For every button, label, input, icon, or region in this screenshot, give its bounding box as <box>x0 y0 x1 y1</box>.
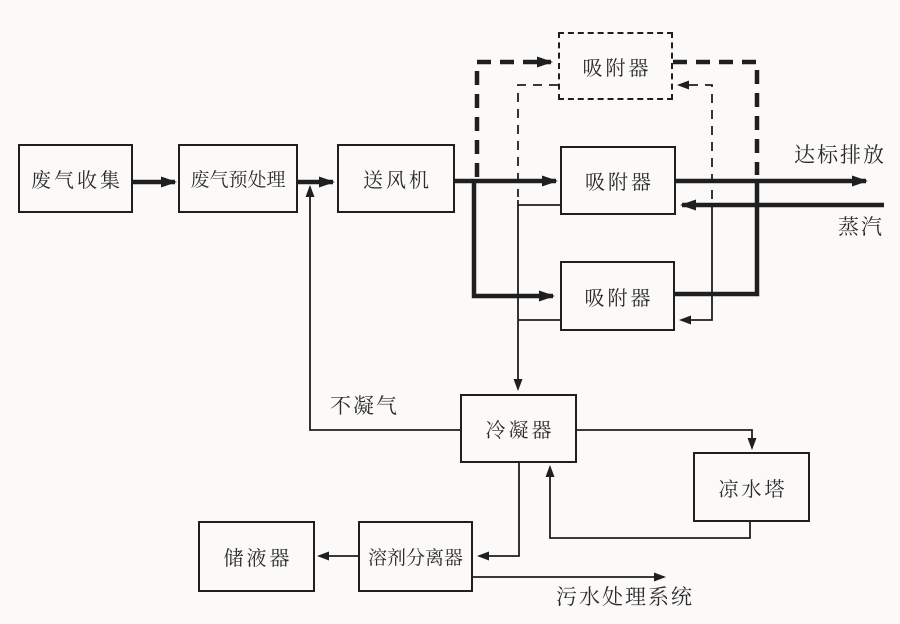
edge-dashed-to-standby-adsorber <box>477 62 551 177</box>
node-label: 吸附器 <box>585 172 654 194</box>
non-condensable-gas-label: 不凝气 <box>330 395 399 418</box>
node-adsorber-1 <box>560 146 676 215</box>
node-label: 凉水塔 <box>718 478 788 501</box>
edge-dashed-standby-outlet <box>673 62 757 175</box>
edge-condenser-to-cooling-tower <box>577 430 752 448</box>
edge-branch-to-adsorber2 <box>474 181 553 296</box>
node-blower <box>337 144 455 213</box>
edge-adsorber2-outlet-up <box>675 181 757 294</box>
node-label: 冷凝器 <box>485 420 555 442</box>
node-cooling-tower <box>693 452 810 522</box>
steam-label: 蒸汽 <box>838 216 884 239</box>
node-label: 吸附器 <box>582 57 652 80</box>
edge-steam-branch-to-adsorber2 <box>681 205 712 320</box>
node-waste-gas-collection <box>18 144 133 213</box>
node-label: 废气收集 <box>31 170 123 192</box>
node-pretreatment <box>178 144 298 213</box>
emission-label: 达标排放 <box>794 144 886 167</box>
node-label: 吸附器 <box>584 287 654 310</box>
node-solvent-separator <box>358 521 473 592</box>
node-adsorber-standby <box>558 32 673 100</box>
node-condenser <box>460 394 577 463</box>
node-liquid-storage <box>198 521 315 592</box>
edge-condenser-to-separator <box>479 463 519 556</box>
node-label: 储液器 <box>223 548 293 570</box>
node-label: 废气预处理 <box>190 170 286 191</box>
node-adsorber-2 <box>560 261 675 331</box>
node-label: 送风机 <box>363 170 432 192</box>
node-label: 溶剂分离器 <box>367 548 463 569</box>
sewage-system-label: 污水处理系统 <box>556 586 694 609</box>
